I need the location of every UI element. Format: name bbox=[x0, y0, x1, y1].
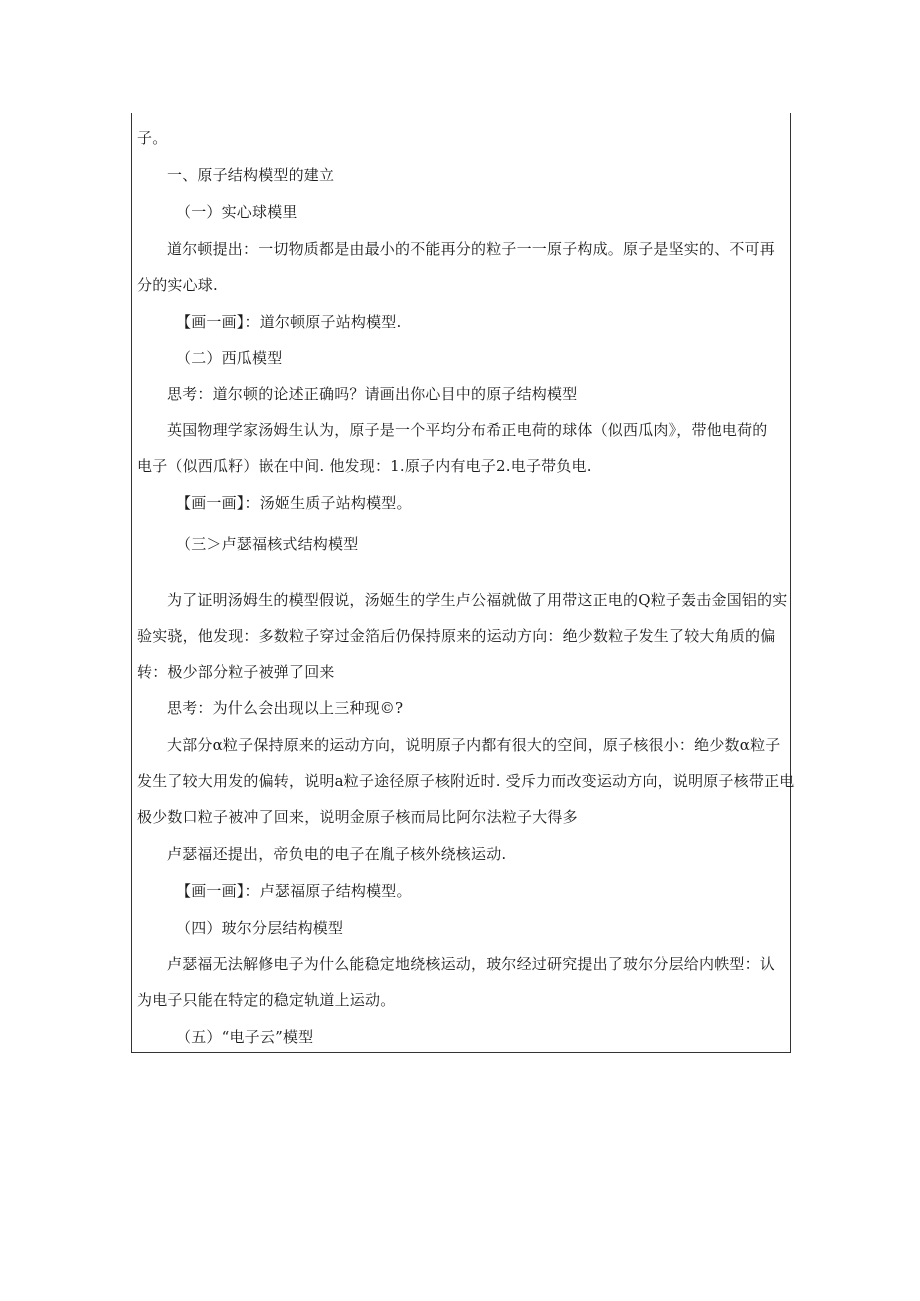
draw-prompt-dalton: 【画一画】：道尔顿原子站构模型. bbox=[176, 313, 402, 331]
text-line-rutherford-2: 验实骁，他发现：多数粒子穿过金箔后仍保持原来的运动方向：绝少数粒子发生了较大角质的偏 bbox=[137, 627, 776, 645]
text-line-thomson-2: 电子（似西瓜籽）嵌在中间. 他发现：1.原子内有电子2.电子带负电. bbox=[137, 457, 592, 475]
text-line-think-2: 思考：为什么会出现以上三种现©? bbox=[167, 699, 404, 717]
text-line-bohr-2: 为电子只能在特定的稳定轨道上运动。 bbox=[137, 991, 396, 1009]
subsection-heading-rutherford: （三＞卢瑟福核式结构模型 bbox=[176, 535, 359, 553]
text-line-rutherford-1: 为了证明汤姆生的模型假说，汤姬生的学生卢公福就做了用带这正电的Q粒子轰击金国铝的实 bbox=[167, 591, 788, 609]
section-heading-1: 一、原子结构模型的建立 bbox=[167, 166, 335, 184]
text-line-think-1: 思考：道尔顿的论述正确吗？请画出你心目中的原子结构模型 bbox=[167, 385, 578, 403]
subsection-heading-solid-sphere: （一）实心球模里 bbox=[176, 203, 298, 221]
text-line-thomson-1: 英国物理学家汤姆生认为，原子是一个平均分布希正电荷的球体（似西瓜肉》，带他电荷的 bbox=[167, 421, 768, 439]
text-line-dalton-1: 道尔顿提出：一切物质都是由最小的不能再分的粒子一一原子构成。原子是坚实的、不可再 bbox=[167, 240, 776, 258]
text-line-explain-3: 极少数口粒子被冲了回来，说明金原子核而局比阿尔法粒子大得多 bbox=[137, 808, 578, 826]
draw-prompt-rutherford: 【画一画】：卢瑟福原子结构模型。 bbox=[176, 882, 412, 900]
subsection-heading-watermelon: （二）西瓜模型 bbox=[176, 349, 283, 367]
subsection-heading-bohr: （四）玻尔分层结构模型 bbox=[176, 919, 344, 937]
subsection-heading-electron-cloud: （五）“电子云”模型 bbox=[176, 1028, 314, 1046]
text-line-rutherford-4: 卢瑟福还提出，帝负电的电子在胤子核外绕核运动. bbox=[167, 845, 507, 863]
text-line-dalton-2: 分的实心球. bbox=[137, 276, 218, 294]
draw-prompt-thomson: 【画一画】：汤姬生质子站构模型。 bbox=[176, 494, 412, 512]
text-line-1: 子。 bbox=[137, 129, 168, 147]
text-line-explain-2: 发生了较大用发的偏转，说明a粒子途径原子核附近时. 受斥力而改变运动方向，说明原子核带正电 bbox=[137, 772, 795, 790]
text-line-rutherford-3: 转：极少部分粒子被弹了回来 bbox=[137, 663, 335, 681]
text-line-bohr-1: 卢瑟福无法解修电子为什么能稳定地绕核运动，玻尔经过研究提出了玻尔分层给内帙型：认 bbox=[167, 955, 776, 973]
text-line-explain-1: 大部分α粒子保持原来的运动方向，说明原子内都有很大的空间，原子核很小：绝少数α粒子 bbox=[167, 736, 781, 754]
